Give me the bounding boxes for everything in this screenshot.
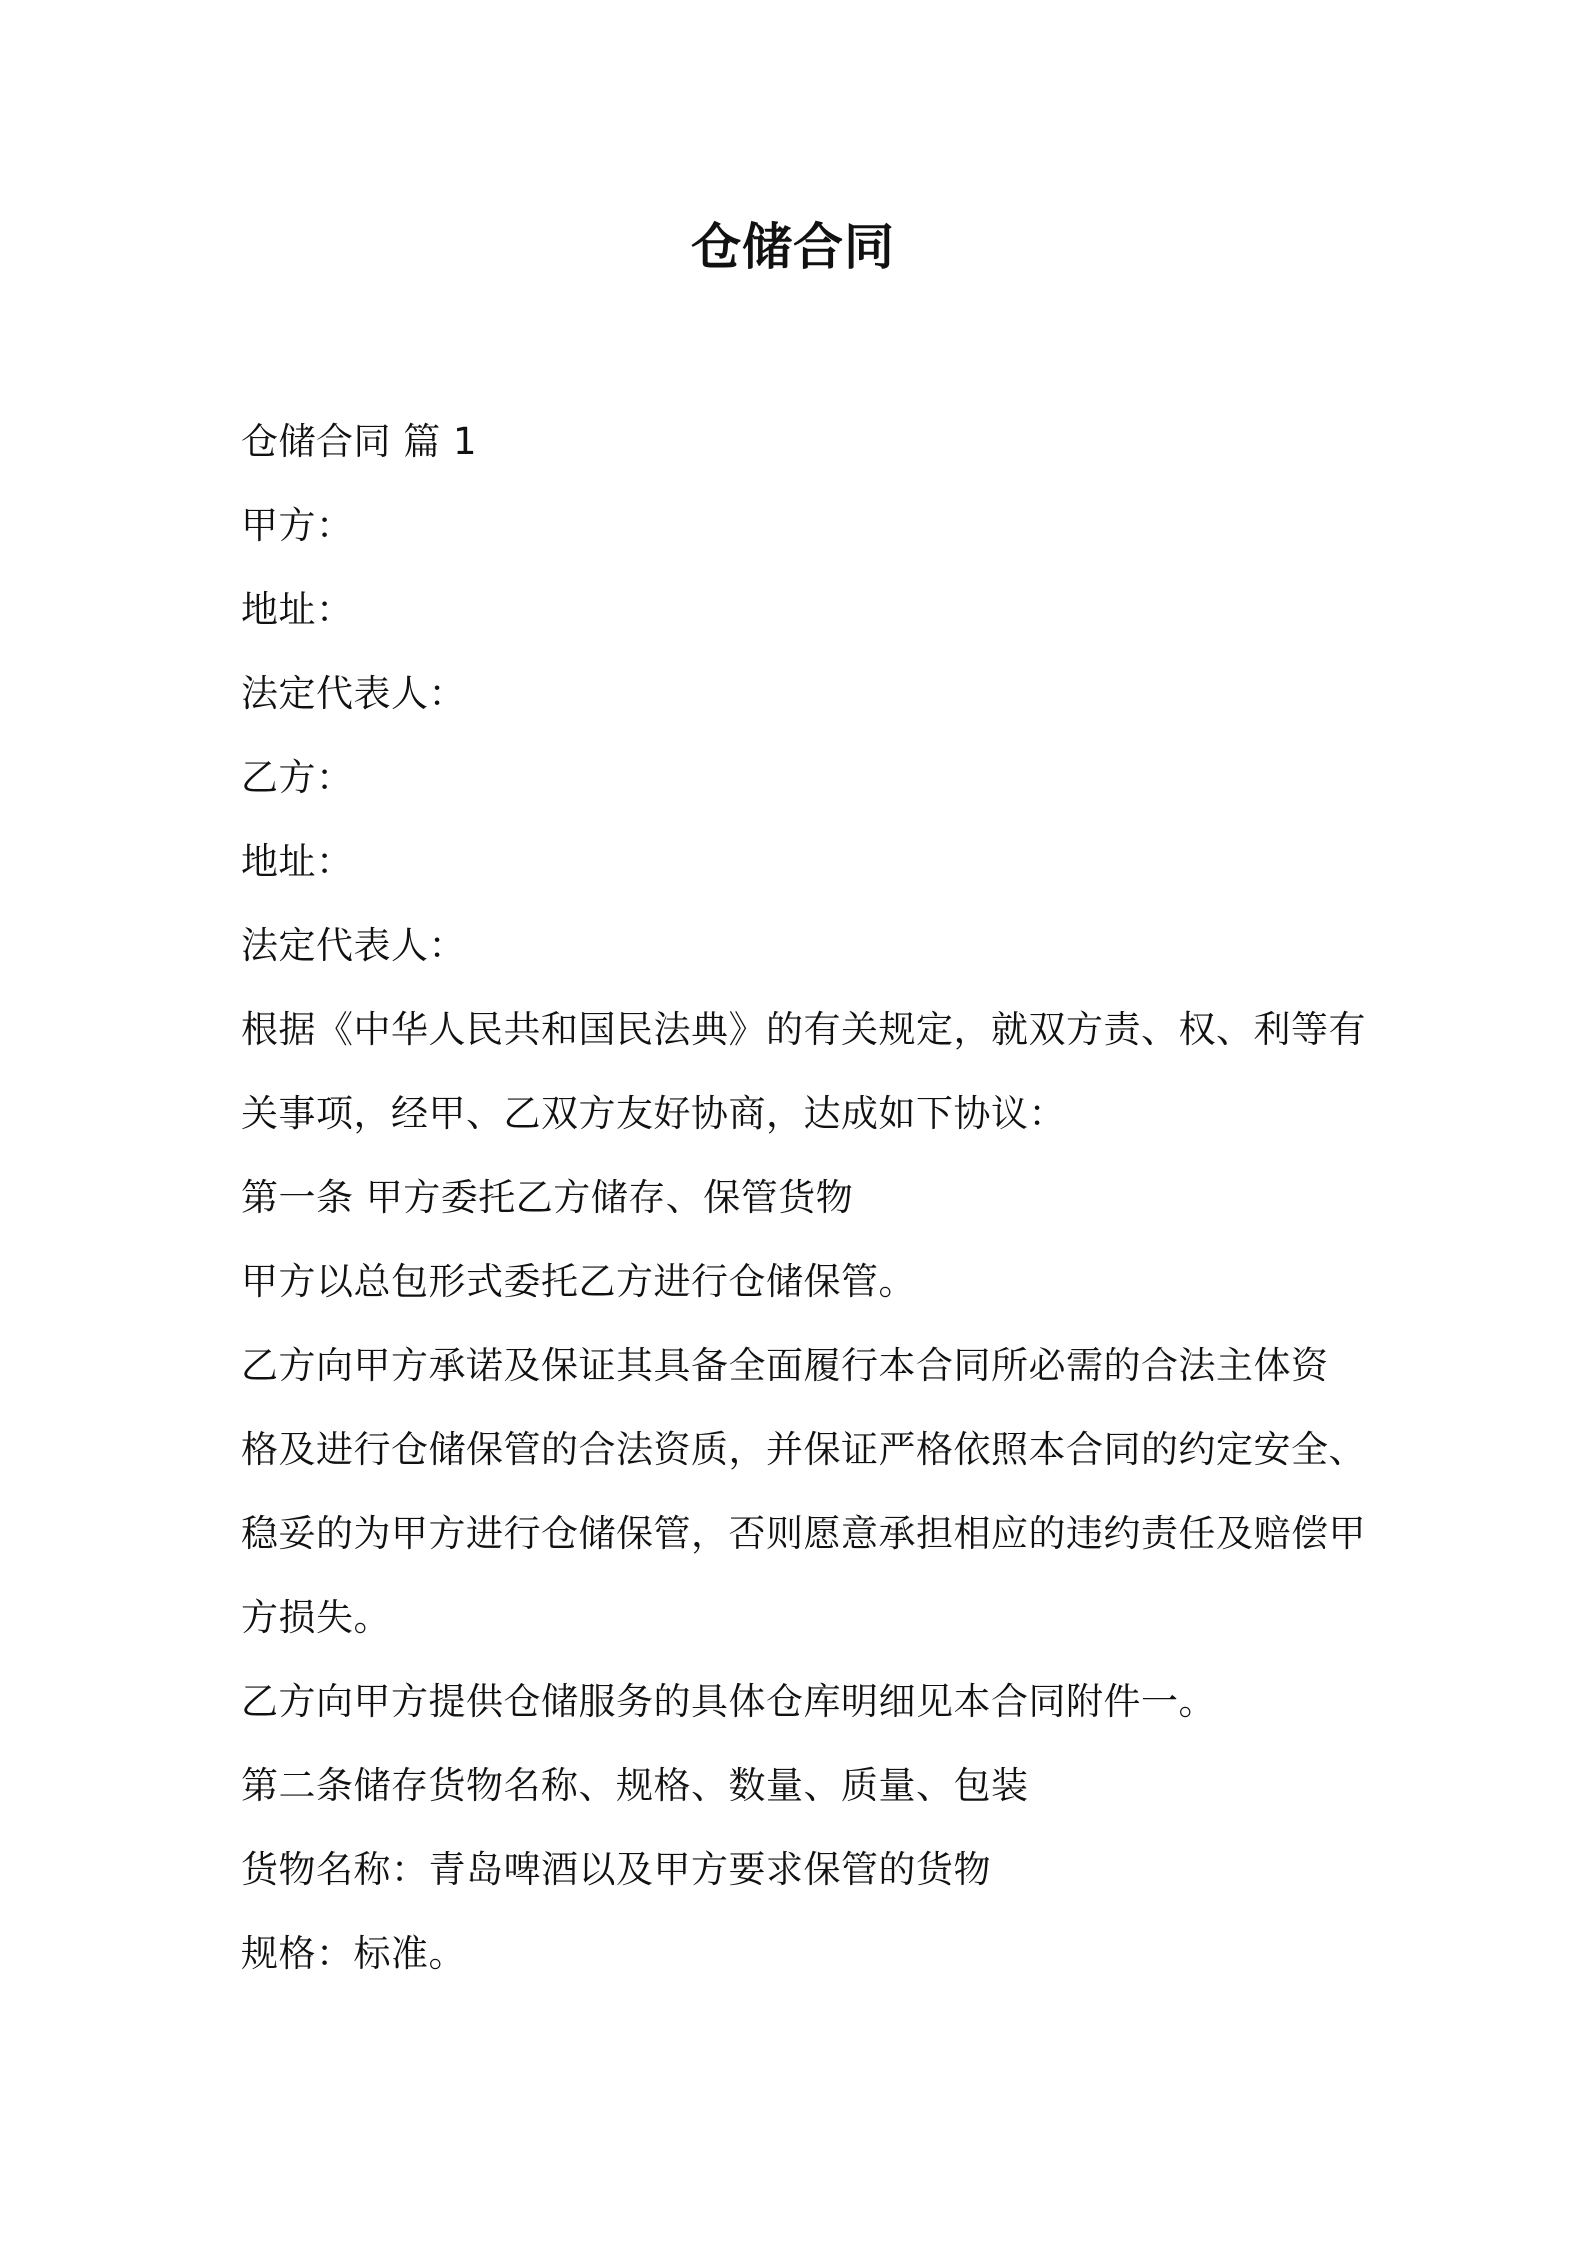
line-article-1-text-3: 格及进行仓储保管的合法资质，并保证严格依照本合同的约定安全、	[241, 1428, 1366, 1471]
line-goods-name: 货物名称：青岛啤酒以及甲方要求保管的货物	[241, 1848, 991, 1891]
line-preamble-1: 根据《中华人民共和国民法典》的有关规定，就双方责、权、利等有	[241, 1008, 1366, 1051]
line-party-b-representative: 法定代表人：	[241, 924, 466, 967]
line-party-b-address: 地址：	[241, 840, 354, 883]
line-party-a-representative: 法定代表人：	[241, 672, 466, 715]
line-article-1-text-1: 甲方以总包形式委托乙方进行仓储保管。	[241, 1260, 916, 1303]
line-party-a: 甲方：	[241, 504, 354, 547]
line-article-2-heading: 第二条储存货物名称、规格、数量、质量、包装	[241, 1764, 1029, 1807]
document-body	[241, 400, 1366, 1996]
line-article-1-text-5: 方损失。	[241, 1596, 391, 1639]
line-article-1-text-4: 稳妥的为甲方进行仓储保管，否则愿意承担相应的违约责任及赔偿甲	[241, 1512, 1366, 1555]
line-party-b: 乙方：	[241, 756, 354, 799]
line-goods-spec: 规格：标准。	[241, 1932, 466, 1975]
line-article-1-heading: 第一条 甲方委托乙方储存、保管货物	[241, 1176, 854, 1219]
line-party-a-address: 地址：	[241, 588, 354, 631]
line-article-1-text-2: 乙方向甲方承诺及保证其具备全面履行本合同所必需的合法主体资	[241, 1344, 1329, 1387]
document-title: 仓储合同	[691, 218, 895, 276]
line-preamble-2: 关事项，经甲、乙双方友好协商，达成如下协议：	[241, 1092, 1066, 1135]
line-section-heading: 仓储合同 篇 1	[241, 420, 478, 463]
line-article-1-text-6: 乙方向甲方提供仓储服务的具体仓库明细见本合同附件一。	[241, 1680, 1216, 1723]
